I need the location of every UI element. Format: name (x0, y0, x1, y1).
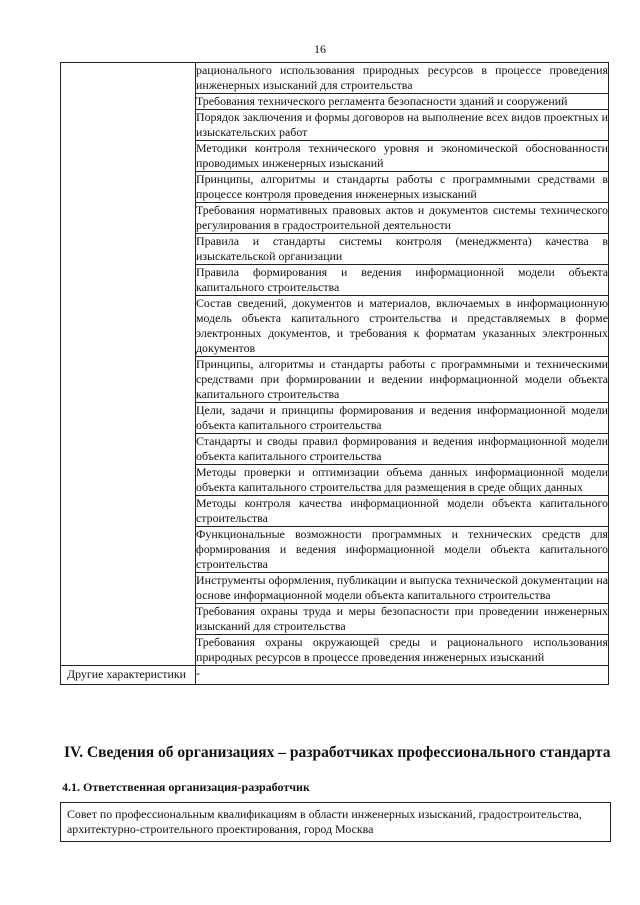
table-row (61, 403, 609, 434)
knowledge-item: Функциональные возможности программных и технических средств для формирования и ведения информационной модели объекта капитального строительства (196, 527, 608, 571)
label-cell-empty (61, 465, 196, 496)
table-row (61, 465, 609, 496)
label-cell-empty (61, 604, 196, 635)
label-cell-empty (61, 403, 196, 434)
label-cell-empty (61, 63, 196, 94)
table-row (61, 172, 609, 203)
knowledge-item: Правила и стандарты системы контроля (менеджмента) качества в изыскательской организации (196, 234, 608, 263)
responsible-organization-text: Совет по профессиональным квалификациям в области инженерных изысканий, градостроительства, архитектурно-строительного проектирования, город Москва (67, 807, 582, 836)
knowledge-item: Стандарты и своды правил формирования и ведения информационной модели объекта капитального строительства (196, 434, 608, 463)
table-row (61, 141, 609, 172)
knowledge-item: Принципы, алгоритмы и стандарты работы с программными и техническими средствами при формировании и ведении информационной модели объекта капитального строительства (196, 357, 608, 401)
subsection-heading: 4.1. Ответственная организация-разработчик (62, 780, 310, 794)
necessary-knowledge-table (60, 62, 609, 685)
page-number: 16 (314, 42, 326, 56)
label-cell-empty (61, 203, 196, 234)
label-cell-empty (61, 172, 196, 203)
knowledge-item: Требования нормативных правовых актов и документов системы технического регулирования в градостроительной деятельности (196, 203, 608, 232)
label-cell-empty (61, 357, 196, 403)
other-characteristics-label-cell (61, 666, 196, 685)
label-cell-empty (61, 496, 196, 527)
table-row (61, 203, 609, 234)
table-row (61, 110, 609, 141)
label-cell-empty (61, 234, 196, 265)
table-row (61, 296, 609, 357)
label-cell-empty (61, 94, 196, 110)
knowledge-item: Методы проверки и оптимизации объема данных информационной модели объекта капитального строительства для размещения в среде общих данных (196, 465, 608, 494)
label-cell-empty (61, 527, 196, 573)
table-row (61, 434, 609, 465)
knowledge-item: Методики контроля технического уровня и экономической обоснованности проводимых инженерных изысканий (196, 141, 608, 170)
label-cell-empty (61, 110, 196, 141)
table-row (61, 527, 609, 573)
table-row (61, 604, 609, 635)
table-row (61, 265, 609, 296)
section-heading: IV. Сведения об организациях – разработчиках профессионального стандарта (64, 744, 611, 761)
label-cell-empty (61, 296, 196, 357)
knowledge-item: Инструменты оформления, публикации и выпуска технической документации на основе информационной модели объекта капитального строительства (196, 573, 608, 602)
table-row-other-characteristics (61, 666, 609, 685)
table-row (61, 94, 609, 110)
label-cell-empty (61, 265, 196, 296)
knowledge-item: Правила формирования и ведения информационной модели объекта капитального строительства (196, 265, 608, 294)
knowledge-item: Порядок заключения и формы договоров на выполнение всех видов проектных и изыскательских работ (196, 110, 608, 139)
table-row (61, 635, 609, 666)
table-row (61, 496, 609, 527)
table-row (61, 63, 609, 94)
other-characteristics-value: - (196, 666, 609, 685)
label-cell-empty (61, 573, 196, 604)
knowledge-item: Требования охраны труда и меры безопасности при проведении инженерных изысканий для строительства (196, 604, 608, 633)
table-row (61, 357, 609, 403)
table-row (61, 573, 609, 604)
knowledge-item: Методы контроля качества информационной модели объекта капитального строительства (196, 496, 608, 525)
knowledge-item: Требования технического регламента безопасности зданий и сооружений (196, 94, 609, 110)
knowledge-item: Принципы, алгоритмы и стандарты работы с программными средствами в процессе контроля проведения инженерных изысканий (196, 172, 608, 201)
knowledge-item: Цели, задачи и принципы формирования и ведения информационной модели объекта капитального строительства (196, 403, 608, 432)
knowledge-item: Требования охраны окружающей среды и рационального использования природных ресурсов в процессе проведения инженерных изысканий (196, 635, 608, 664)
label-cell-empty (61, 141, 196, 172)
label-cell-empty (61, 635, 196, 666)
other-characteristics-label: Другие характеристики (67, 667, 187, 681)
knowledge-item: Состав сведений, документов и материалов, включаемых в информационную модель объекта капитального строительства и представляемых в форме электронных документов, и требования к форматам указанных электронных документов (196, 296, 608, 355)
responsible-organization-box (60, 802, 611, 842)
table-row (61, 234, 609, 265)
label-cell-empty (61, 434, 196, 465)
knowledge-item: рационального использования природных ресурсов в процессе проведения инженерных изысканий для строительства (196, 63, 608, 92)
